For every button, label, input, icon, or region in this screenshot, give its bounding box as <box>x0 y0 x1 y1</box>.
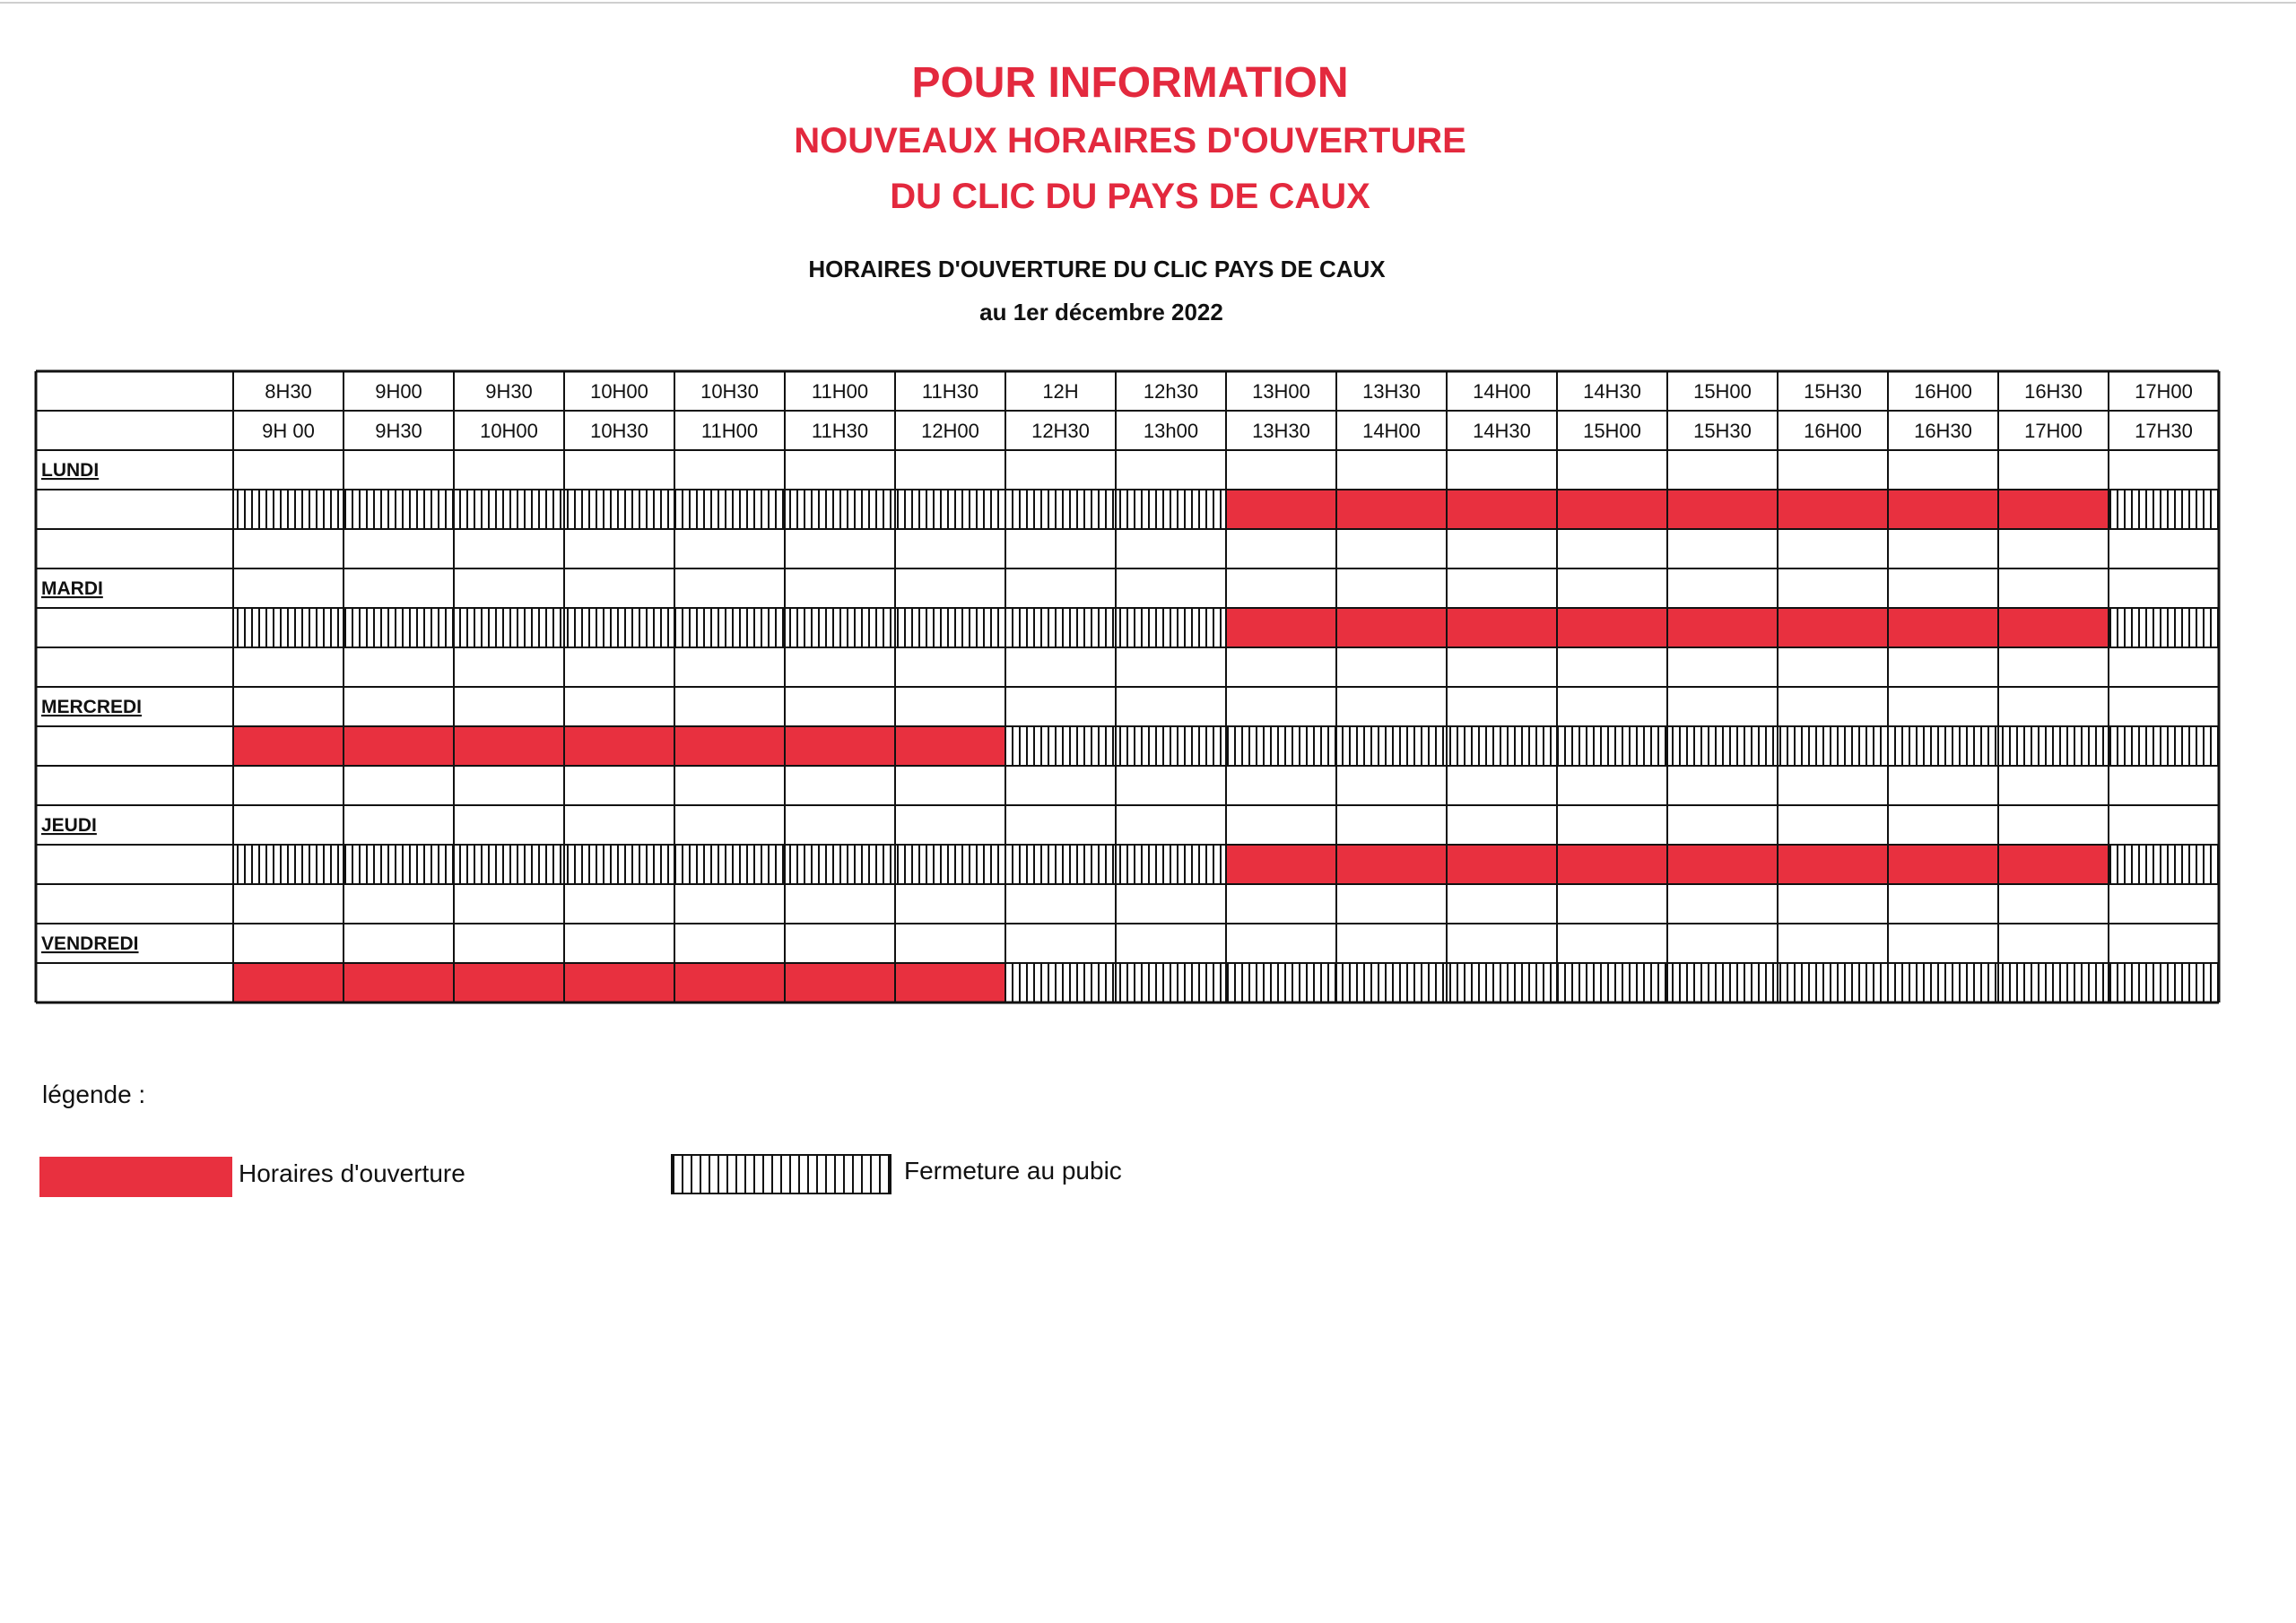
cell-mardi-12-open <box>1448 609 1556 647</box>
cell-mercredi-4-open <box>565 727 674 765</box>
cell-vendredi-17-closed <box>1999 964 2108 1002</box>
slot-start-label: 16H00 <box>1914 380 1972 403</box>
cell-jeudi-3-closed <box>455 846 563 883</box>
day-label-jeudi: JEUDI <box>41 815 97 836</box>
legend-closed-swatch <box>671 1154 891 1194</box>
cell-jeudi-13-open <box>1558 846 1666 883</box>
cell-jeudi-10-open <box>1227 846 1335 883</box>
cell-lundi-4-closed <box>565 490 674 528</box>
cell-mercredi-8-closed <box>1006 727 1115 765</box>
slot-end-label: 12H00 <box>921 420 979 442</box>
slot-end-label: 13h00 <box>1143 420 1199 442</box>
cell-jeudi-4-closed <box>565 846 674 883</box>
cell-mercredi-18-closed <box>2109 727 2218 765</box>
slot-start-label: 8H30 <box>265 380 312 403</box>
cell-vendredi-3-open <box>455 964 563 1002</box>
slot-start-label: 10H30 <box>700 380 759 403</box>
slot-start-label: 12h30 <box>1143 380 1199 403</box>
cell-lundi-17-open <box>1999 490 2108 528</box>
cell-mardi-11-open <box>1337 609 1446 647</box>
cell-mercredi-6-open <box>786 727 894 765</box>
cell-jeudi-11-open <box>1337 846 1446 883</box>
cell-mercredi-16-closed <box>1889 727 1997 765</box>
cell-vendredi-16-closed <box>1889 964 1997 1002</box>
cell-lundi-14-open <box>1668 490 1777 528</box>
cell-vendredi-6-open <box>786 964 894 1002</box>
cell-mercredi-7-open <box>896 727 1004 765</box>
slot-start-label: 10H00 <box>590 380 648 403</box>
cell-jeudi-6-closed <box>786 846 894 883</box>
cell-mardi-15-open <box>1779 609 1887 647</box>
cell-mardi-18-closed <box>2109 609 2218 647</box>
cell-vendredi-13-closed <box>1558 964 1666 1002</box>
slot-end-label: 14H00 <box>1362 420 1421 442</box>
cell-vendredi-11-closed <box>1337 964 1446 1002</box>
cell-mardi-2-closed <box>344 609 453 647</box>
slot-start-label: 11H30 <box>921 380 979 403</box>
cell-lundi-3-closed <box>455 490 563 528</box>
cell-vendredi-14-closed <box>1668 964 1777 1002</box>
title-line-1: POUR INFORMATION <box>911 59 1349 107</box>
title-line-3: DU CLIC DU PAYS DE CAUX <box>890 177 1370 216</box>
cell-mercredi-15-closed <box>1779 727 1887 765</box>
cell-vendredi-4-open <box>565 964 674 1002</box>
slot-start-label: 11H00 <box>811 380 869 403</box>
cell-vendredi-9-closed <box>1117 964 1225 1002</box>
title-line-2: NOUVEAUX HORAIRES D'OUVERTURE <box>794 121 1466 161</box>
slot-start-label: 14H30 <box>1583 380 1641 403</box>
cell-mercredi-3-open <box>455 727 563 765</box>
legend-closed-label: Fermeture au pubic <box>904 1157 1122 1185</box>
cell-vendredi-2-open <box>344 964 453 1002</box>
cell-lundi-11-open <box>1337 490 1446 528</box>
cell-lundi-10-open <box>1227 490 1335 528</box>
cell-lundi-7-closed <box>896 490 1004 528</box>
cell-mardi-7-closed <box>896 609 1004 647</box>
cell-mardi-6-closed <box>786 609 894 647</box>
cell-vendredi-7-open <box>896 964 1004 1002</box>
legend-open-label: Horaires d'ouverture <box>239 1159 465 1187</box>
cell-mardi-10-open <box>1227 609 1335 647</box>
cell-mardi-17-open <box>1999 609 2108 647</box>
cell-vendredi-10-closed <box>1227 964 1335 1002</box>
cell-mercredi-9-closed <box>1117 727 1225 765</box>
cell-mercredi-5-open <box>675 727 784 765</box>
cell-mercredi-10-closed <box>1227 727 1335 765</box>
cell-lundi-18-closed <box>2109 490 2218 528</box>
subtitle-line-1: HORAIRES D'OUVERTURE DU CLIC PAYS DE CAUX <box>808 256 1386 282</box>
cell-jeudi-5-closed <box>675 846 784 883</box>
cell-vendredi-15-closed <box>1779 964 1887 1002</box>
subtitle-line-2: au 1er décembre 2022 <box>979 299 1223 325</box>
slot-start-label: 15H00 <box>1693 380 1752 403</box>
slot-end-label: 13H30 <box>1252 420 1310 442</box>
cell-vendredi-12-closed <box>1448 964 1556 1002</box>
cell-lundi-13-open <box>1558 490 1666 528</box>
cell-mardi-8-closed <box>1006 609 1115 647</box>
cell-lundi-15-open <box>1779 490 1887 528</box>
cell-jeudi-18-closed <box>2109 846 2218 883</box>
cell-mercredi-1-open <box>234 727 343 765</box>
slot-end-label: 9H 00 <box>262 420 315 442</box>
cell-mardi-4-closed <box>565 609 674 647</box>
slot-start-label: 17H00 <box>2135 380 2193 403</box>
cell-lundi-8-closed <box>1006 490 1115 528</box>
slot-end-label: 17H00 <box>2024 420 2083 442</box>
slot-end-label: 16H30 <box>1914 420 1972 442</box>
cell-lundi-12-open <box>1448 490 1556 528</box>
slot-end-label: 15H00 <box>1583 420 1641 442</box>
cell-mardi-1-closed <box>234 609 343 647</box>
slot-start-label: 15H30 <box>1804 380 1862 403</box>
slot-end-label: 17H30 <box>2135 420 2193 442</box>
cell-lundi-5-closed <box>675 490 784 528</box>
cell-mardi-9-closed <box>1117 609 1225 647</box>
cell-jeudi-17-open <box>1999 846 2108 883</box>
legend-open-swatch <box>39 1157 232 1197</box>
slot-start-label: 14H00 <box>1473 380 1531 403</box>
slot-end-label: 9H30 <box>375 420 422 442</box>
cell-jeudi-7-closed <box>896 846 1004 883</box>
day-label-mercredi: MERCREDI <box>41 697 143 717</box>
cell-mercredi-17-closed <box>1999 727 2108 765</box>
cell-jeudi-12-open <box>1448 846 1556 883</box>
cell-mercredi-11-closed <box>1337 727 1446 765</box>
cell-lundi-9-closed <box>1117 490 1225 528</box>
cell-jeudi-1-closed <box>234 846 343 883</box>
slot-end-label: 12H30 <box>1031 420 1090 442</box>
slot-end-label: 15H30 <box>1693 420 1752 442</box>
cell-mercredi-2-open <box>344 727 453 765</box>
cell-jeudi-14-open <box>1668 846 1777 883</box>
cell-jeudi-16-open <box>1889 846 1997 883</box>
cell-mardi-13-open <box>1558 609 1666 647</box>
slot-end-label: 11H30 <box>811 420 869 442</box>
cell-vendredi-1-open <box>234 964 343 1002</box>
slot-end-label: 16H00 <box>1804 420 1862 442</box>
cell-mardi-5-closed <box>675 609 784 647</box>
legend-title: légende : <box>42 1081 146 1108</box>
cell-mardi-14-open <box>1668 609 1777 647</box>
cell-vendredi-8-closed <box>1006 964 1115 1002</box>
slot-end-label: 10H30 <box>590 420 648 442</box>
slot-end-label: 11H00 <box>700 420 759 442</box>
cell-lundi-1-closed <box>234 490 343 528</box>
day-label-lundi: LUNDI <box>41 460 100 481</box>
cell-mercredi-13-closed <box>1558 727 1666 765</box>
cell-jeudi-8-closed <box>1006 846 1115 883</box>
cell-vendredi-18-closed <box>2109 964 2218 1002</box>
cell-lundi-6-closed <box>786 490 894 528</box>
slot-end-label: 10H00 <box>480 420 538 442</box>
cell-mercredi-14-closed <box>1668 727 1777 765</box>
slot-start-label: 16H30 <box>2024 380 2083 403</box>
slot-end-label: 14H30 <box>1473 420 1531 442</box>
day-label-vendredi: VENDREDI <box>41 933 139 954</box>
day-label-mardi: MARDI <box>41 578 103 599</box>
slot-start-label: 9H30 <box>485 380 533 403</box>
cell-mardi-16-open <box>1889 609 1997 647</box>
cell-jeudi-9-closed <box>1117 846 1225 883</box>
cell-mardi-3-closed <box>455 609 563 647</box>
cell-lundi-16-open <box>1889 490 1997 528</box>
cell-jeudi-15-open <box>1779 846 1887 883</box>
cell-jeudi-2-closed <box>344 846 453 883</box>
slot-start-label: 9H00 <box>375 380 422 403</box>
slot-start-label: 13H30 <box>1362 380 1421 403</box>
cell-vendredi-5-open <box>675 964 784 1002</box>
slot-start-label: 13H00 <box>1252 380 1310 403</box>
cell-lundi-2-closed <box>344 490 453 528</box>
slot-start-label: 12H <box>1042 380 1079 403</box>
cell-mercredi-12-closed <box>1448 727 1556 765</box>
